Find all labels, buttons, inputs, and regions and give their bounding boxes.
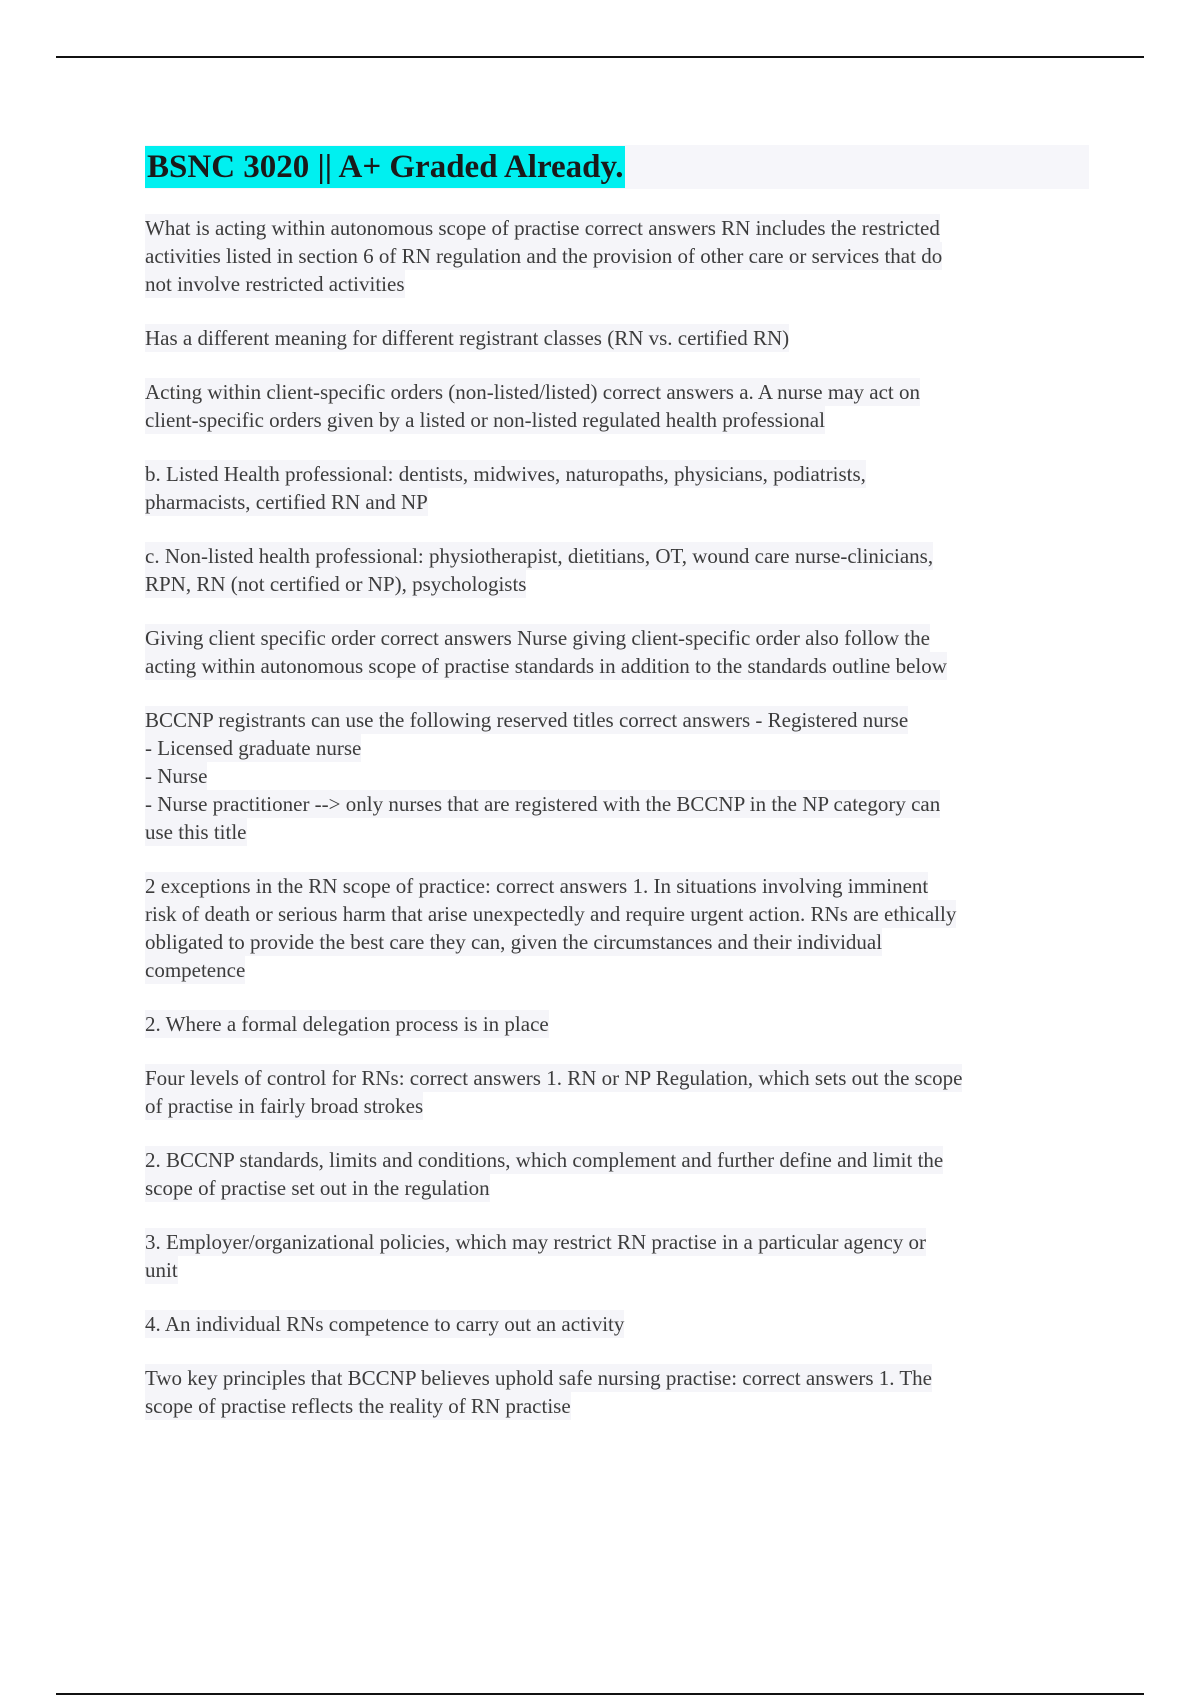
text-line: of practise in fairly broad strokes <box>145 1094 424 1118</box>
text-line: Two key principles that BCCNP believes uphold safe nursing practise: correct answers 1. The <box>145 1366 933 1390</box>
paragraph-10 <box>145 1064 1095 1120</box>
top-rule <box>56 56 1144 58</box>
text-line: competence <box>145 958 246 982</box>
text-line: BCCNP registrants can use the following reserved titles correct answers - Registered nurse <box>145 708 909 732</box>
text-line: 4. An individual RNs competence to carry out an activity <box>145 1312 625 1336</box>
bottom-rule <box>56 1693 1144 1695</box>
text-line: c. Non-listed health professional: physiotherapist, dietitians, OT, wound care nurse-clinicians, <box>145 544 934 568</box>
paragraph-14 <box>145 1364 1095 1420</box>
text-line: - Nurse practitioner --> only nurses that are registered with the BCCNP in the NP category can <box>145 792 941 816</box>
text-line: - Licensed graduate nurse <box>145 736 362 760</box>
text-line: RPN, RN (not certified or NP), psychologists <box>145 572 527 596</box>
text-line: client-specific orders given by a listed or non-listed regulated health professional <box>145 408 825 432</box>
text-line: not involve restricted activities <box>145 272 405 296</box>
paragraph-1 <box>145 214 1095 298</box>
paragraph-9 <box>145 1010 1095 1038</box>
text-line: unit <box>145 1258 178 1282</box>
paragraph-11 <box>145 1146 1095 1202</box>
text-line: 3. Employer/organizational policies, which may restrict RN practise in a particular agency or <box>145 1230 927 1254</box>
text-line: pharmacists, certified RN and NP <box>145 490 428 514</box>
text-line: use this title <box>145 820 247 844</box>
document-body <box>145 214 1095 1446</box>
text-line: 2. BCCNP standards, limits and conditions, which complement and further define and limit the <box>145 1148 944 1172</box>
paragraph-2 <box>145 324 1095 352</box>
paragraph-12 <box>145 1228 1095 1284</box>
paragraph-7 <box>145 706 1095 846</box>
paragraph-5 <box>145 542 1095 598</box>
text-line: acting within autonomous scope of practise standards in addition to the standards outline below <box>145 654 947 678</box>
text-line: activities listed in section 6 of RN regulation and the provision of other care or services that do <box>145 244 943 268</box>
paragraph-6 <box>145 624 1095 680</box>
paragraph-13 <box>145 1310 1095 1338</box>
paragraph-3 <box>145 378 1095 434</box>
text-line: Has a different meaning for different registrant classes (RN vs. certified RN) <box>145 326 790 350</box>
text-line: scope of practise reflects the reality of RN practise <box>145 1394 571 1418</box>
paragraph-4 <box>145 460 1095 516</box>
text-line: scope of practise set out in the regulation <box>145 1176 490 1200</box>
document-title: BSNC 3020 || A+ Graded Already. <box>145 146 625 188</box>
text-line: Acting within client-specific orders (non-listed/listed) correct answers a. A nurse may act on <box>145 380 921 404</box>
text-line: obligated to provide the best care they can, given the circumstances and their individual <box>145 930 883 954</box>
text-line: Giving client specific order correct answers Nurse giving client-specific order also follow the <box>145 626 930 650</box>
text-line: 2 exceptions in the RN scope of practice: correct answers 1. In situations involving imminent <box>145 874 929 898</box>
text-line: risk of death or serious harm that arise unexpectedly and require urgent action. RNs are ethically <box>145 902 957 926</box>
paragraph-8 <box>145 872 1095 984</box>
text-line: - Nurse <box>145 764 208 788</box>
text-line: 2. Where a formal delegation process is in place <box>145 1012 549 1036</box>
text-line: b. Listed Health professional: dentists, midwives, naturopaths, physicians, podiatrists, <box>145 462 866 486</box>
text-line: What is acting within autonomous scope of practise correct answers RN includes the restricted <box>145 216 940 240</box>
text-line: Four levels of control for RNs: correct answers 1. RN or NP Regulation, which sets out the scope <box>145 1066 963 1090</box>
